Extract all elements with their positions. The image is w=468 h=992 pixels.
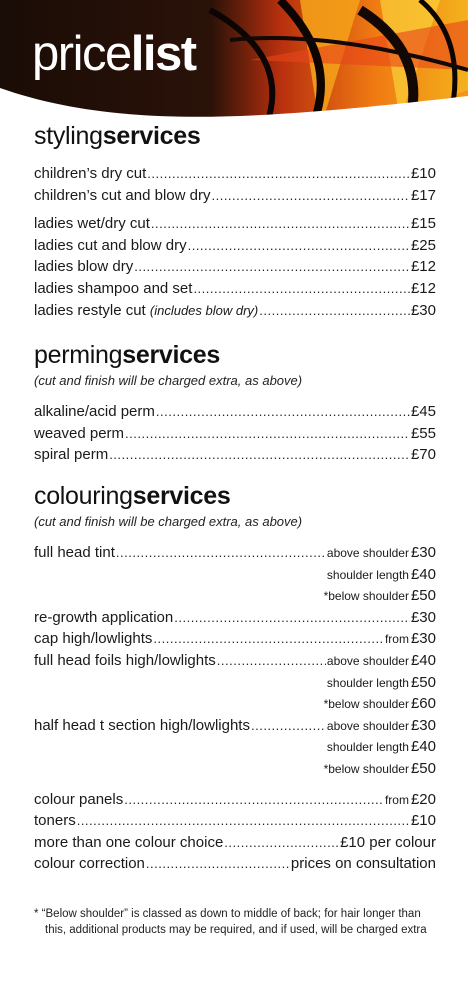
price-row-half-head-shoulder: shoulder length £40 <box>326 738 436 756</box>
price-row-toners: toners ..... £10 <box>34 810 436 832</box>
colouring-section <box>34 484 436 875</box>
price-row-colour-correction: colour correction ..... prices on consultation <box>34 853 436 875</box>
price-row-half-head-t-section: half head t section high/lowlights ..... above shoulder £30 <box>34 715 436 737</box>
section-title-colouring: colouringservices <box>34 482 231 510</box>
price-row-ladies-shampoo-set: ladies shampoo and set ..... £12 <box>34 278 436 300</box>
price-row-ladies-blow-dry: ladies blow dry ..... £12 <box>34 256 436 278</box>
price-row-regrowth-application: re-growth application ..... £30 <box>34 607 436 629</box>
price-row-full-head-tint-shoulder: shoulder length £40 <box>326 565 436 583</box>
styling-section <box>34 124 436 321</box>
section-note-colouring: (cut and finish will be charged extra, as above) <box>34 514 303 529</box>
price-row-alkaline-acid-perm: alkaline/acid perm ..... £45 <box>34 401 436 423</box>
price-row-ladies-cut-blow-dry: ladies cut and blow dry ..... £25 <box>34 235 436 257</box>
price-row-cap-highlights: cap high/lowlights ..... from £30 <box>34 628 436 650</box>
price-row-colour-panels: colour panels ..... from £20 <box>34 789 436 811</box>
price-row-full-head-tint: full head tint ..... above shoulder £30 <box>34 542 436 564</box>
price-row-full-head-tint-below: *below shoulder £50 <box>323 587 436 605</box>
price-row-childrens-cut-blow-dry: children’s cut and blow dry ..... £17 <box>34 185 436 207</box>
price-row-ladies-wet-dry-cut: ladies wet/dry cut ..... £15 <box>34 213 436 235</box>
footnote: * “Below shoulder” is classed as down to middle of back; for hair longer than this, additional products may be required, and if used, will be charged extra <box>34 908 427 936</box>
price-row-weaved-perm: weaved perm ..... £55 <box>34 423 436 445</box>
price-row-full-head-foils: full head foils high/lowlights ..... above shoulder £40 <box>34 650 436 672</box>
price-row-half-head-below: *below shoulder £50 <box>323 759 436 777</box>
price-row-spiral-perm: spiral perm ..... £70 <box>34 444 436 466</box>
price-row-more-than-one-colour: more than one colour choice ..... £10 per colour <box>34 832 436 854</box>
price-row-ladies-restyle-cut: ladies restyle cut (includes blow dry) ..... £30 <box>34 300 436 322</box>
perming-section <box>34 343 436 466</box>
price-row-full-head-foils-shoulder: shoulder length £50 <box>326 673 436 691</box>
price-row-childrens-dry-cut: children’s dry cut ..... £10 <box>34 163 436 185</box>
price-row-full-head-foils-below: *below shoulder £60 <box>323 695 436 713</box>
page-title: pricelist <box>32 27 196 81</box>
section-title-perming: permingservices <box>34 341 220 369</box>
section-note-perming: (cut and finish will be charged extra, as above) <box>34 373 303 388</box>
section-title-styling: stylingservices <box>34 122 201 150</box>
